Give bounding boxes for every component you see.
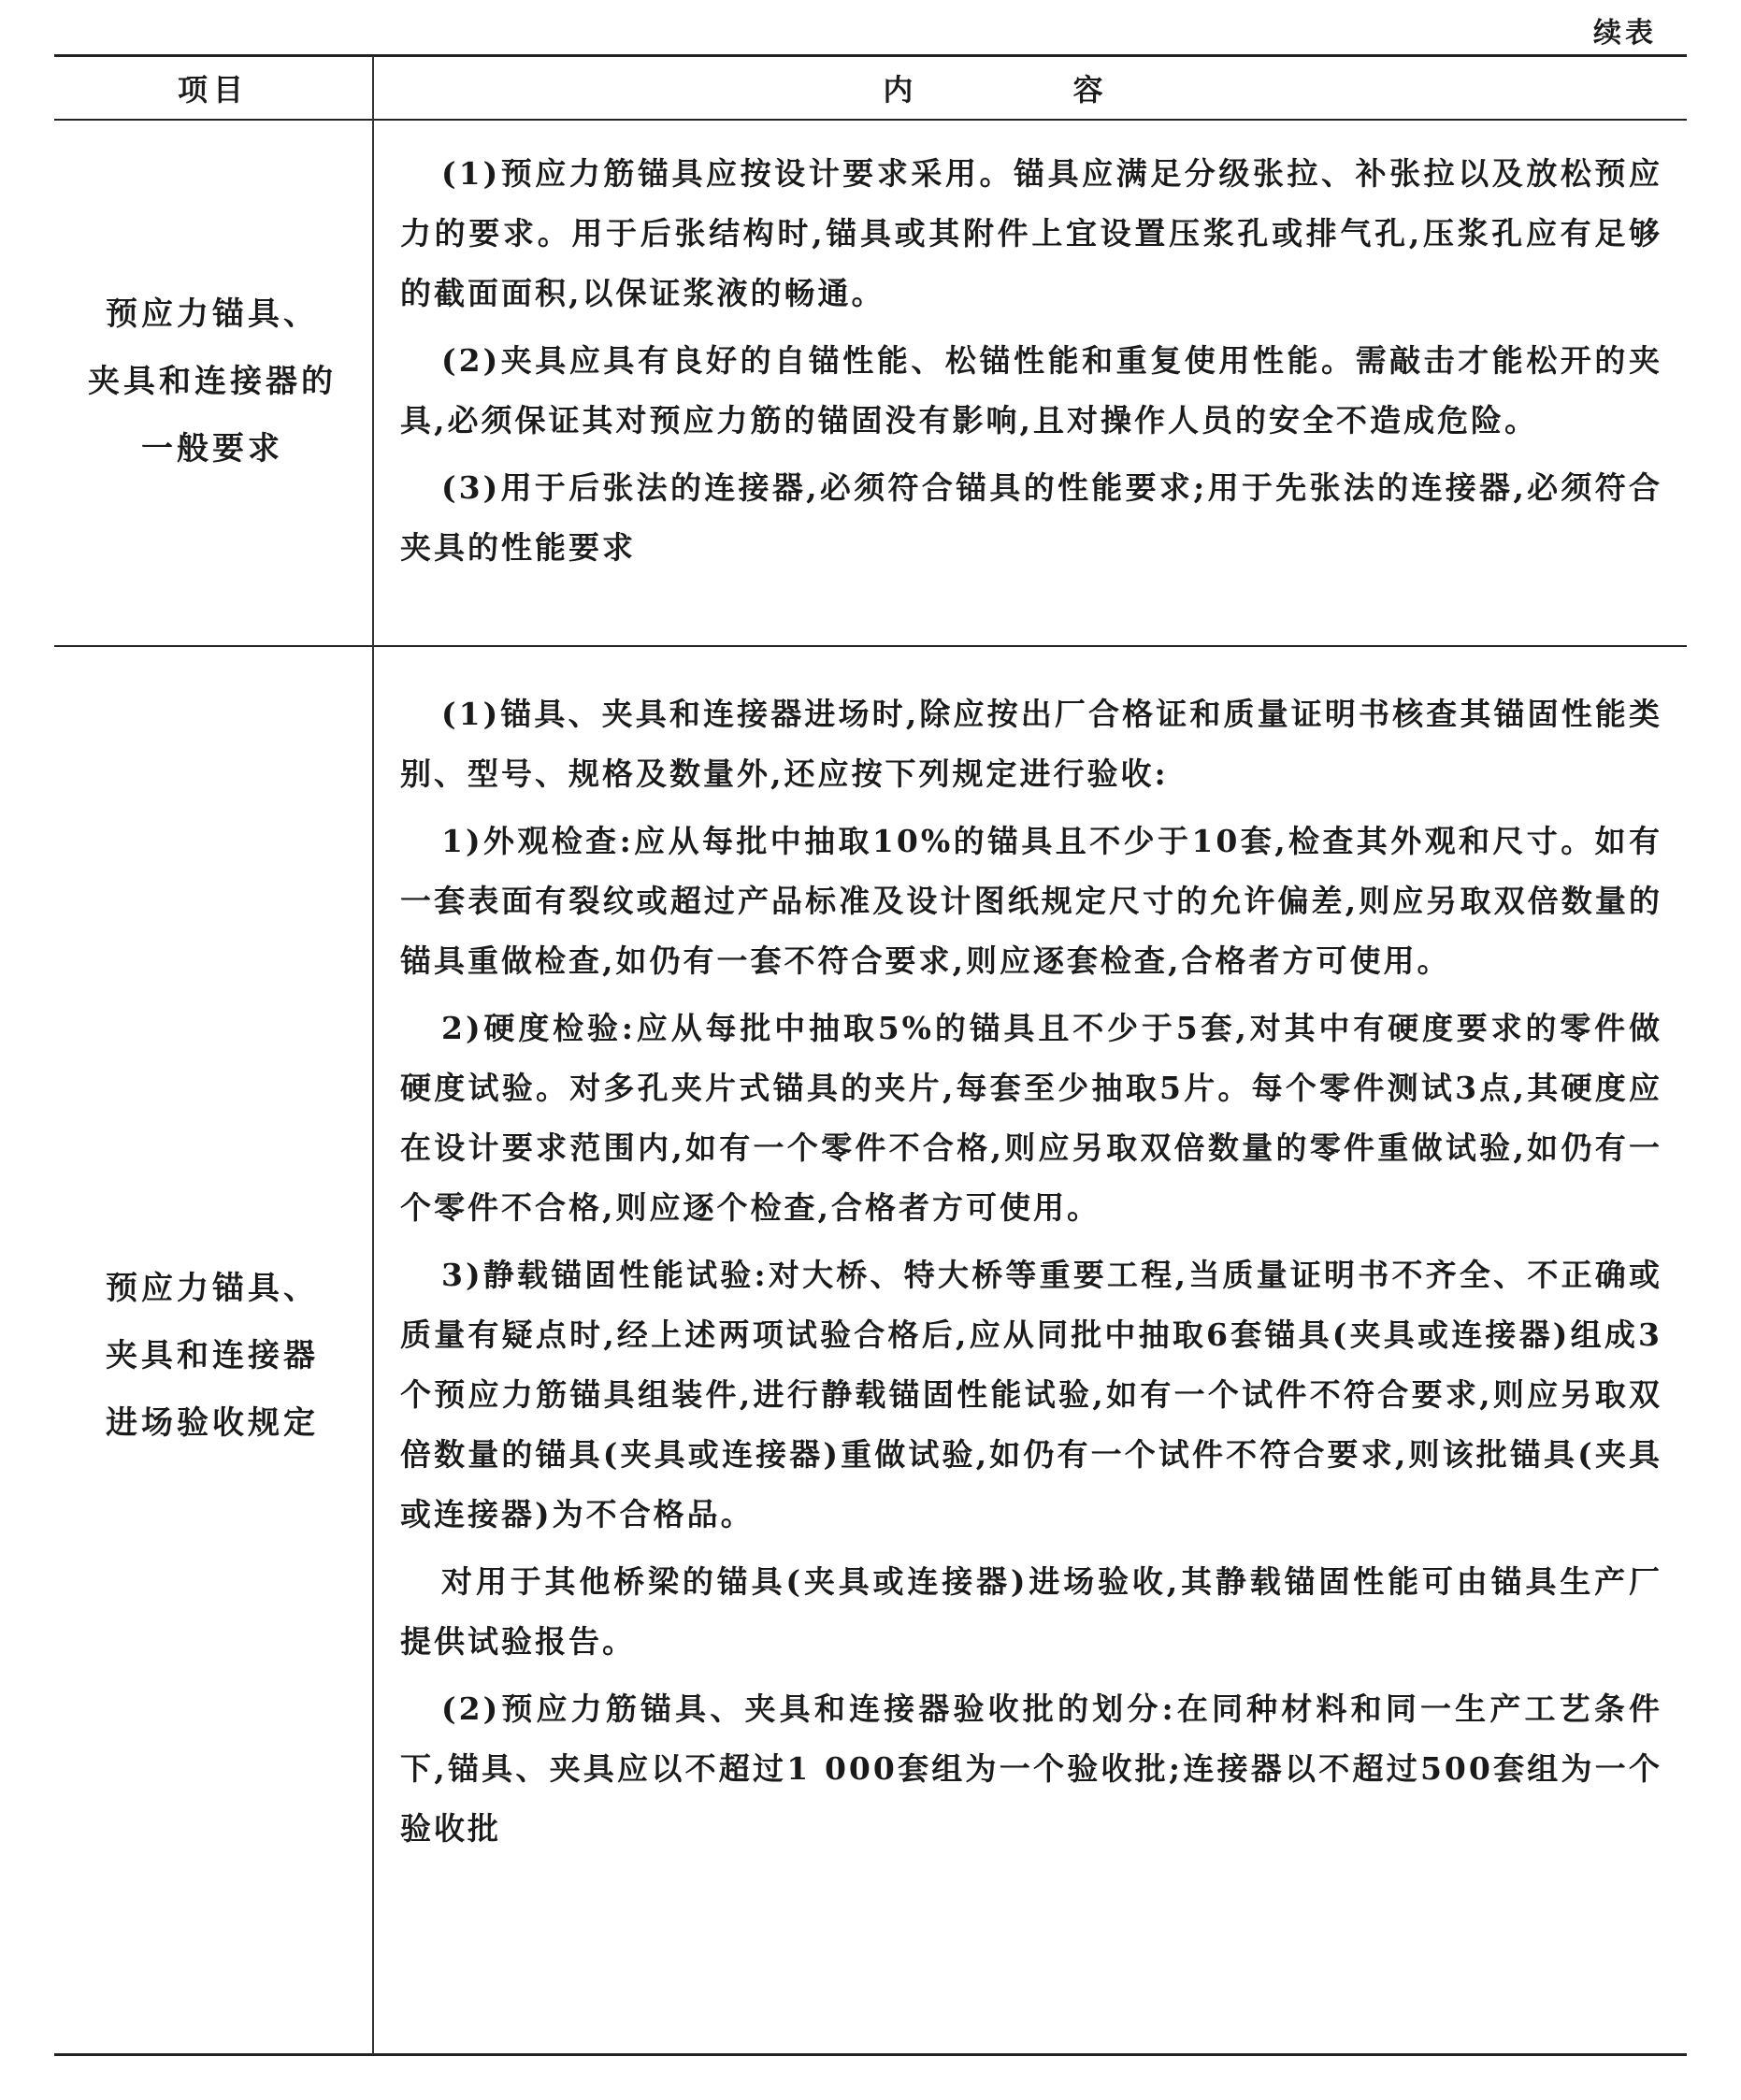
row-content-general-requirements xyxy=(400,144,1662,578)
row-label-line: 预应力锚具、 xyxy=(106,1270,319,1307)
row-label-line: 夹具和连接器的 xyxy=(88,363,337,400)
row-content-acceptance-rules xyxy=(400,684,1662,1859)
content-paragraph: 1)外观检查:应从每批中抽取10%的锚具且不少于10套,检查其外观和尺寸。如有一套表面有裂纹或超过产品标准及设计图纸规定尺寸的允许偏差,则应另取双倍数量的锚具重做检查,如仍有一套不符合要求,则应逐套检查,合格者方可使用。 xyxy=(400,823,1662,979)
row-label-line: 预应力锚具、 xyxy=(106,295,319,333)
row-label-acceptance-rules xyxy=(58,1255,367,1457)
row-label-line: 夹具和连接器 xyxy=(106,1337,319,1374)
content-paragraph: 2)硬度检验:应从每批中抽取5%的锚具且不少于5套,对其中有硬度要求的零件做硬度试验。对多孔夹片式锚具的夹片,每套至少抽取5片。每个零件测试3点,其硬度应在设计要求范围内,如有一个零件不合格,则应另取双倍数量的零件重做试验,如仍有一个零件不合格,则应逐个检查,合格者方可使用。 xyxy=(400,1010,1662,1226)
header-bottom-rule xyxy=(54,119,1687,121)
header-content: 内 容 xyxy=(883,72,1178,108)
content-paragraph: (2)夹具应具有良好的自锚性能、松锚性能和重复使用性能。需敲击才能松开的夹具,必须保证其对预应力筋的锚固没有影响,且对操作人员的安全不造成危险。 xyxy=(400,342,1662,439)
row-label-line: 进场验收规定 xyxy=(106,1404,319,1442)
table-top-rule xyxy=(54,54,1687,57)
column-divider xyxy=(372,56,374,2054)
content-paragraph: 对用于其他桥梁的锚具(夹具或连接器)进场验收,其静载锚固性能可由锚具生产厂提供试验报告。 xyxy=(400,1563,1662,1660)
content-paragraph: 3)静载锚固性能试验:对大桥、特大桥等重要工程,当质量证明书不齐全、不正确或质量有疑点时,经上述两项试验合格后,应从同批中抽取6套锚具(夹具或连接器)组成3个预应力筋锚具组装件,进行静载锚固性能试验,如有一个试件不符合要求,则应另取双倍数量的锚具(夹具或连接器)重做试验,如仍有一个试件不符合要求,则该批锚具(夹具或连接器)为不合格品。 xyxy=(400,1257,1662,1532)
content-paragraph: (3)用于后张法的连接器,必须符合锚具的性能要求;用于先张法的连接器,必须符合夹具的性能要求 xyxy=(400,469,1662,566)
row-label-general-requirements xyxy=(58,280,367,482)
content-paragraph: (2)预应力筋锚具、夹具和连接器验收批的划分:在同种材料和同一生产工艺条件下,锚具、夹具应以不超过1 000套组为一个验收批;连接器以不超过500套组为一个验收批 xyxy=(400,1690,1662,1847)
content-paragraph: (1)锚具、夹具和连接器进场时,除应按出厂合格证和质量证明书核查其锚固性能类别、型号、规格及数量外,还应按下列规定进行验收: xyxy=(400,696,1662,792)
row-label-line: 一般要求 xyxy=(141,430,283,467)
content-paragraph: (1)预应力筋锚具应按设计要求采用。锚具应满足分级张拉、补张拉以及放松预应力的要求。用于后张结构时,锚具或其附件上宜设置压浆孔或排气孔,压浆孔应有足够的截面面积,以保证浆液的畅通。 xyxy=(400,155,1662,311)
table-bottom-rule xyxy=(54,2053,1687,2056)
continued-label: 续表 xyxy=(1593,17,1657,50)
row-divider xyxy=(54,645,1687,647)
header-item: 项目 xyxy=(177,72,249,108)
